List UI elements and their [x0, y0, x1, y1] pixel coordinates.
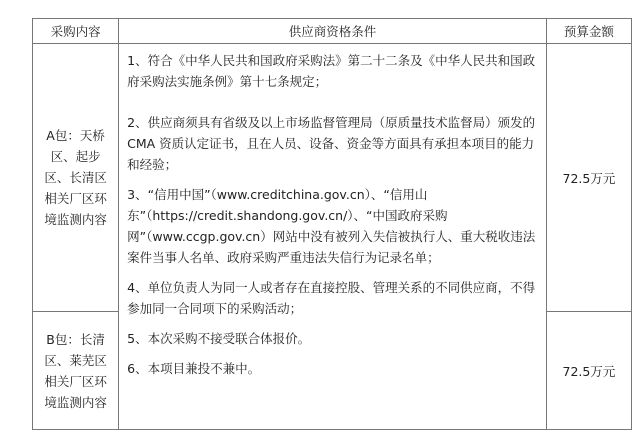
table-row-package-a [33, 44, 632, 312]
procurement-table [32, 18, 632, 430]
package-b-budget: 72.5万元 [546, 312, 631, 430]
package-b-name: B包：长清区、莱芜区相关厂区环境监测内容 [33, 312, 119, 430]
package-a-budget: 72.5万元 [546, 44, 631, 312]
condition-3: 3、“信用中国”（www.creditchina.gov.cn）、“信用山东”（https://credit.shandong.gov.cn/）、“中国政府采购网”（www.ccgp.gov.cn）网站中没有被列入失信被执行人、重大税收违法案件当事人名单、政府采购严重违法失信行为记录名单； [127, 187, 536, 265]
condition-6: 6、本项目兼投不兼中。 [127, 361, 261, 376]
package-a-name: A包：天桥区、起步区、长清区相关厂区环境监测内容 [33, 44, 119, 312]
header-conditions: 供应商资格条件 [119, 19, 547, 44]
header-budget: 预算金额 [546, 19, 631, 44]
condition-1: 1、符合《中华人民共和国政府采购法》第二十二条及《中华人民共和国政府采购法实施条例》第十七条规定； [127, 53, 536, 89]
header-item: 采购内容 [33, 19, 119, 44]
condition-5: 5、本次采购不接受联合体报价。 [127, 331, 311, 346]
table-header-row [33, 19, 632, 44]
condition-2: 2、供应商须具有省级及以上市场监督管理局（原质量技术监督局）颁发的 CMA 资质认定证书，且在人员、设备、资金等方面具有承担本项目的能力和经验； [127, 115, 536, 172]
condition-4: 4、单位负责人为同一人或者存在直接控股、管理关系的不同供应商，不得参加同一合同项下的采购活动； [127, 280, 536, 316]
supplier-conditions-cell [119, 44, 547, 430]
